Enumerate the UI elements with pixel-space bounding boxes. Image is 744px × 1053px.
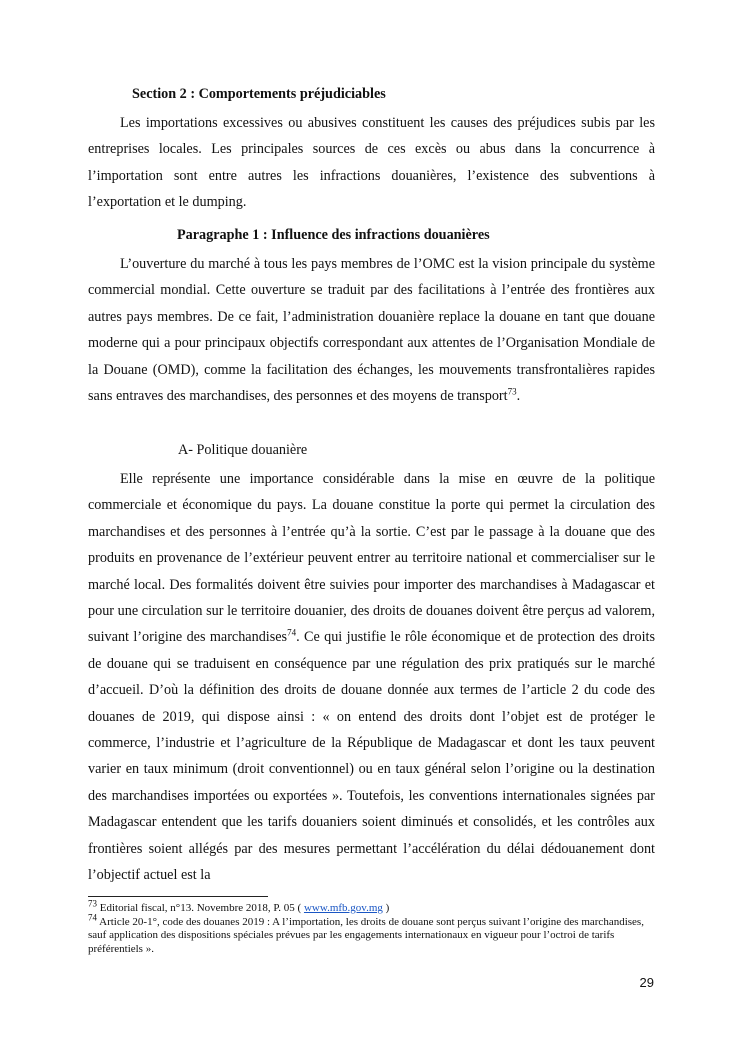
- footnotes: [88, 898, 655, 956]
- subsection-a-heading: A- Politique douanière: [178, 442, 308, 458]
- footnote-ref-73[interactable]: 73: [507, 386, 517, 397]
- footnote-73-number: 73: [88, 898, 97, 909]
- paragraph1-text: [88, 251, 655, 409]
- subsection-a-body-part2: . Ce qui justifie le rôle économique et de protection des droits de douane qui se traduisent en conséquence par une régulation des prix pratiqués sur le marché d’accueil. D’où la définition des droits de douane donnée aux termes de l’article 2 du code des douanes de 2019, qui dispose ainsi : « on entend des droits dont l’objet est de protéger le commerce, l’industrie et l’agriculture de la République de Madagascar et dont les taux peuvent varier en taux minimum (droit conventionnel) ou en taux général selon l’origine ou la destination des marchandises importées ou exportées ». Toutefois, les conventions internationales signées par Madagascar entendent que les tarifs douaniers soient diminués et consolidés, et les contrôles aux frontières soient allégés par des mesures permettant l’accélération du délai dédouanement dont l’objectif actuel est la: [88, 629, 655, 884]
- footnote-73-end: ): [382, 902, 390, 914]
- footnote-ref-74[interactable]: 74: [287, 627, 297, 638]
- page-number: 29: [639, 975, 654, 990]
- footnote-divider: [88, 896, 268, 897]
- section-heading: Section 2 : Comportements préjudiciables: [132, 86, 386, 102]
- paragraph1-end: .: [516, 388, 521, 405]
- footnote-74: [88, 911, 655, 957]
- subsection-a-text: [88, 466, 655, 889]
- section-paragraph: Les importations excessives ou abusives constituent les causes des préjudices subis par les entreprises locales. Les principales sources de ces excès ou abus dans la concurrence à l’importation sont entre autres les infractions douanières, l’existence des subventions à l’exportation et le dumping.: [88, 115, 655, 211]
- footnote-74-number: 74: [88, 911, 97, 922]
- footnote-74-text: Article 20-1°, code des douanes 2019 : A l’importation, les droits de douane sont perçus suivant l’origine des marchandises, sauf application des dispositions spéciales prévues par les engagements internationaux en vigueur pour l’octroi de tarifs préférentiels ».: [88, 915, 644, 955]
- footnote-73-link[interactable]: www.mfb.gov.mg: [303, 902, 383, 914]
- subsection-a-block: [88, 466, 655, 889]
- footnote-73: [88, 898, 655, 916]
- subsection-a-body-part1: Elle représente une importance considérable dans la mise en œuvre de la politique commerciale et économique du pays. La douane constitue la porte qui permet la circulation des marchandises et des personnes à l’entrée qu’à la sortie. C’est par le passage à la douane que des produits en provenance de l’extérieur peuvent entrer au territoire national et commercialiser sur le marché local. Des formalités doivent être suivies pour importer des marchandises à Madagascar et pour une circulation sur le territoire douanier, des droits de douanes doivent être perçus ad valorem, suivant l’origine des marchandises: [88, 471, 655, 646]
- section-paragraph-block: [88, 110, 655, 216]
- footnote-73-text: Editorial fiscal, n°13. Novembre 2018, P. 05 (: [97, 902, 304, 914]
- paragraph1-block: [88, 251, 655, 409]
- paragraph1-body: L’ouverture du marché à tous les pays membres de l’OMC est la vision principale du système commercial mondial. Cette ouverture se traduit par des facilitations à l’entrée des frontières aux autres pays membres. De ce fait, l’administration douanière replace la douane en tant que douane moderne qui a pour principaux objectifs correspondant aux attentes de l’Organisation Mondiale de la Douane (OMD), comme la facilitation des échanges, les mouvements transfrontalières rapides sans entraves des marchandises, des personnes et des moyens de transport: [88, 256, 655, 405]
- paragraph1-heading: Paragraphe 1 : Influence des infractions douanières: [177, 227, 490, 243]
